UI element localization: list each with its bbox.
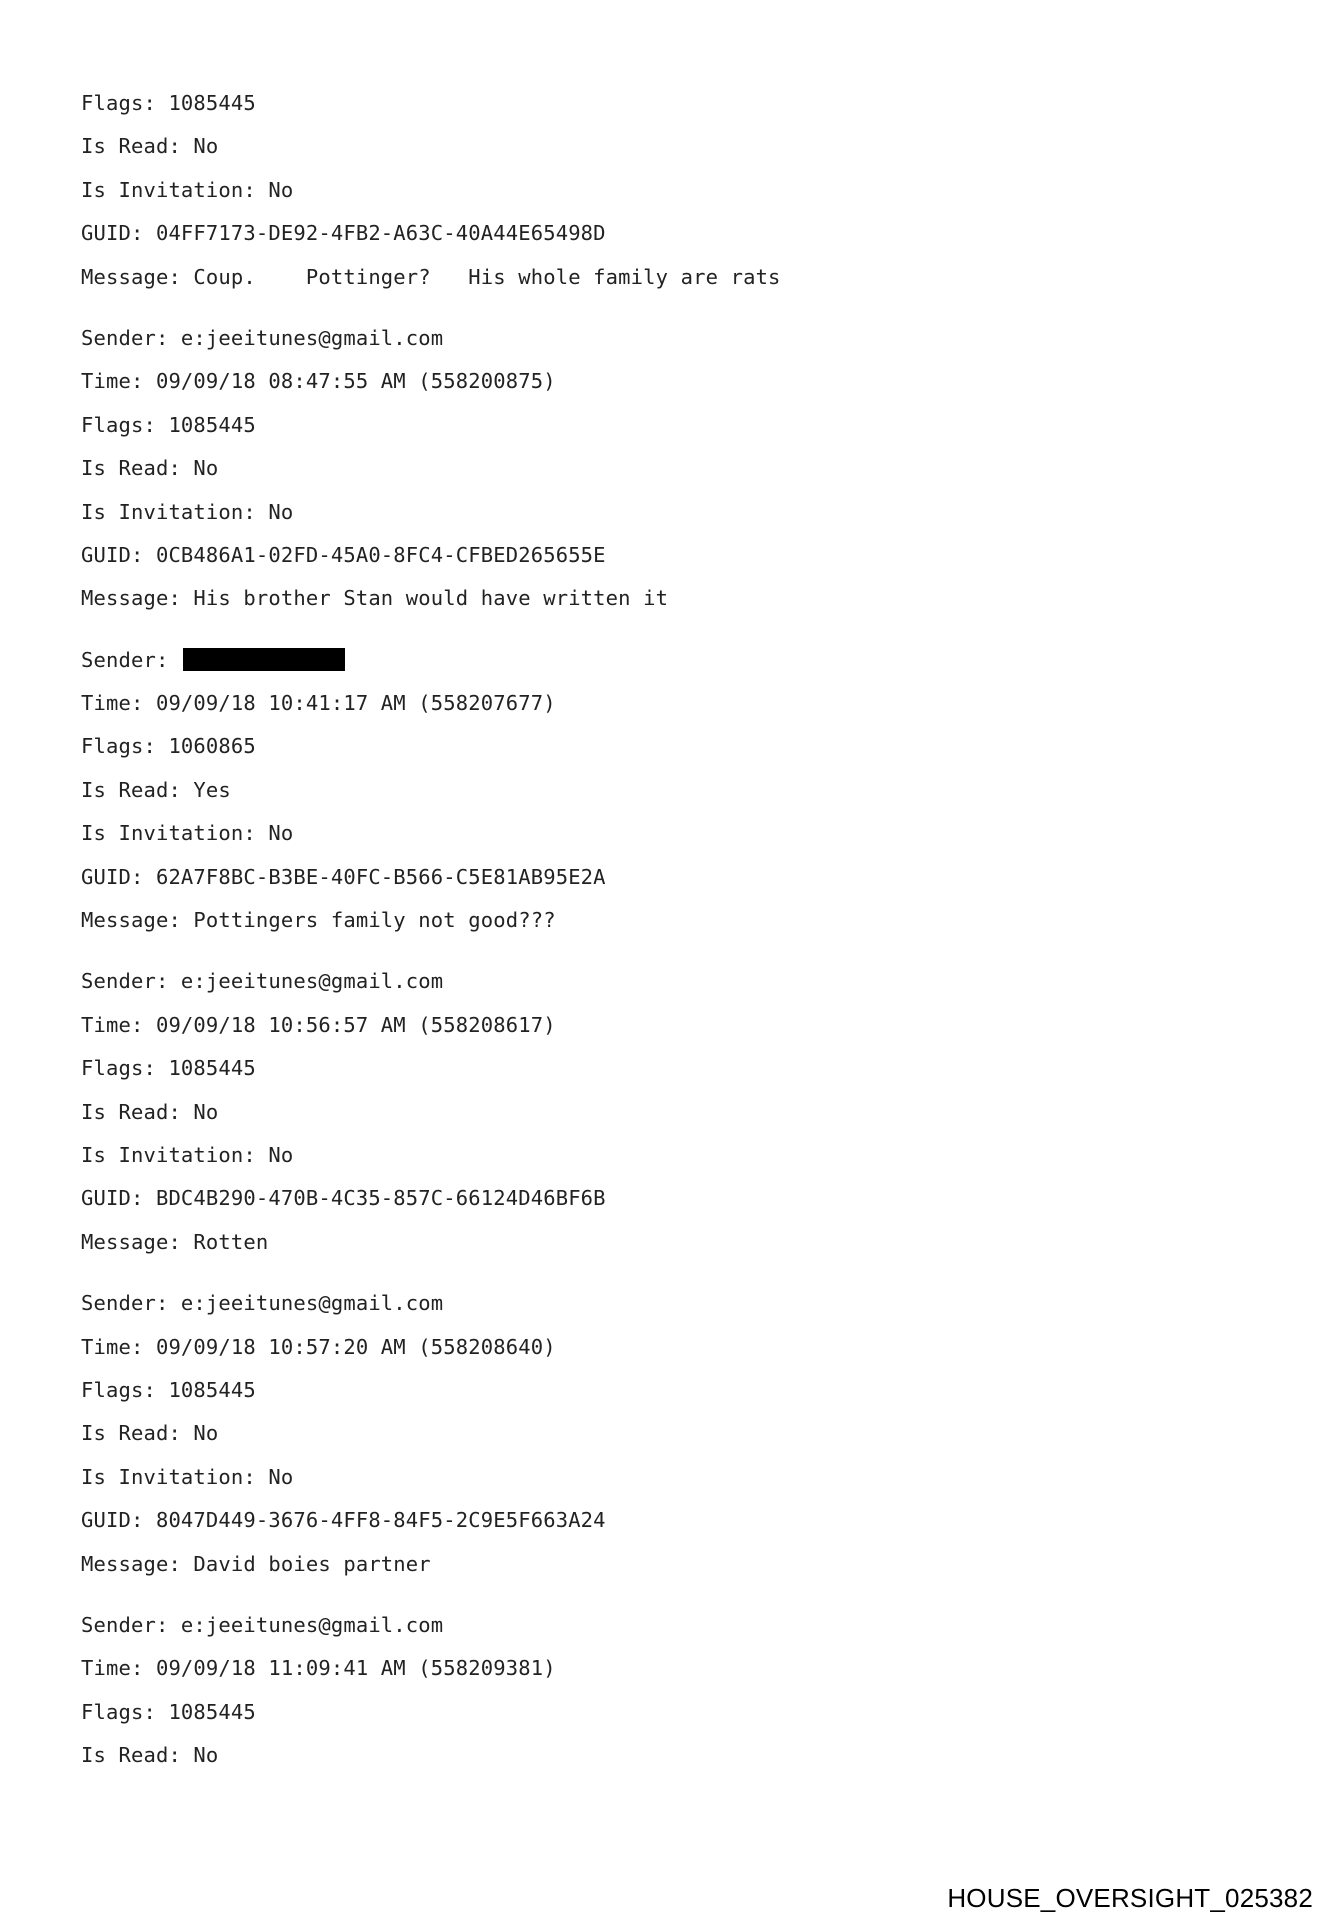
flags-line: Flags: 1085445 [81, 1699, 256, 1724]
guid-line: GUID: 62A7F8BC-B3BE-40FC-B566-C5E81AB95E2A [81, 864, 606, 889]
is-invitation-line: Is Invitation: No [81, 177, 294, 202]
message-record [81, 1282, 1281, 1586]
guid-line: GUID: 8047D449-3676-4FF8-84F5-2C9E5F663A24 [81, 1508, 606, 1533]
message-log [81, 82, 1281, 1777]
guid-line: GUID: 04FF7173-DE92-4FB2-A63C-40A44E65498D [81, 221, 606, 246]
message-record [81, 82, 1281, 299]
message-record [81, 960, 1281, 1264]
flags-line: Flags: 1085445 [81, 412, 256, 437]
time-line: Time: 09/09/18 10:41:17 AM (558207677) [81, 691, 556, 716]
message-line: Message: Pottingers family not good??? [81, 908, 556, 933]
sender-line: Sender: e:jeeitunes@gmail.com [81, 1612, 444, 1637]
sender-line: Sender: e:jeeitunes@gmail.com [81, 1291, 444, 1316]
message-line: Message: David boies partner [81, 1551, 431, 1576]
time-line: Time: 09/09/18 10:56:57 AM (558208617) [81, 1012, 556, 1037]
message-line: Message: Coup. Pottinger? His whole family are rats [81, 264, 781, 289]
is-read-line: Is Read: No [81, 134, 219, 159]
is-read-line: Is Read: No [81, 1099, 219, 1124]
is-read-line: Is Read: No [81, 1743, 219, 1768]
guid-line: GUID: BDC4B290-470B-4C35-857C-66124D46BF6B [81, 1186, 606, 1211]
flags-line: Flags: 1085445 [81, 91, 256, 115]
sender-line [81, 639, 1281, 682]
is-invitation-line: Is Invitation: No [81, 1142, 294, 1167]
message-record [81, 1604, 1281, 1778]
time-line: Time: 09/09/18 11:09:41 AM (558209381) [81, 1656, 556, 1681]
guid-line: GUID: 0CB486A1-02FD-45A0-8FC4-CFBED265655E [81, 542, 606, 567]
flags-line: Flags: 1060865 [81, 734, 256, 759]
time-line: Time: 09/09/18 08:47:55 AM (558200875) [81, 369, 556, 394]
is-invitation-line: Is Invitation: No [81, 499, 294, 524]
flags-line: Flags: 1085445 [81, 1056, 256, 1081]
message-line: Message: His brother Stan would have written it [81, 586, 669, 611]
record-gap [81, 1264, 1281, 1282]
is-invitation-line: Is Invitation: No [81, 1464, 294, 1489]
time-line: Time: 09/09/18 10:57:20 AM (558208640) [81, 1334, 556, 1359]
record-gap [81, 621, 1281, 639]
is-invitation-line: Is Invitation: No [81, 821, 294, 846]
sender-label: Sender: [81, 647, 169, 672]
record-gap [81, 1586, 1281, 1604]
message-record [81, 317, 1281, 621]
flags-line: Flags: 1085445 [81, 1377, 256, 1402]
message-record [81, 639, 1281, 943]
message-line: Message: Rotten [81, 1229, 269, 1254]
is-read-line: Is Read: No [81, 1421, 219, 1446]
record-gap [81, 942, 1281, 960]
sender-line: Sender: e:jeeitunes@gmail.com [81, 325, 444, 350]
redaction-block [183, 648, 345, 671]
is-read-line: Is Read: Yes [81, 777, 231, 802]
record-gap [81, 299, 1281, 317]
is-read-line: Is Read: No [81, 456, 219, 481]
sender-line: Sender: e:jeeitunes@gmail.com [81, 969, 444, 994]
bates-number: HOUSE_OVERSIGHT_025382 [947, 1883, 1313, 1913]
